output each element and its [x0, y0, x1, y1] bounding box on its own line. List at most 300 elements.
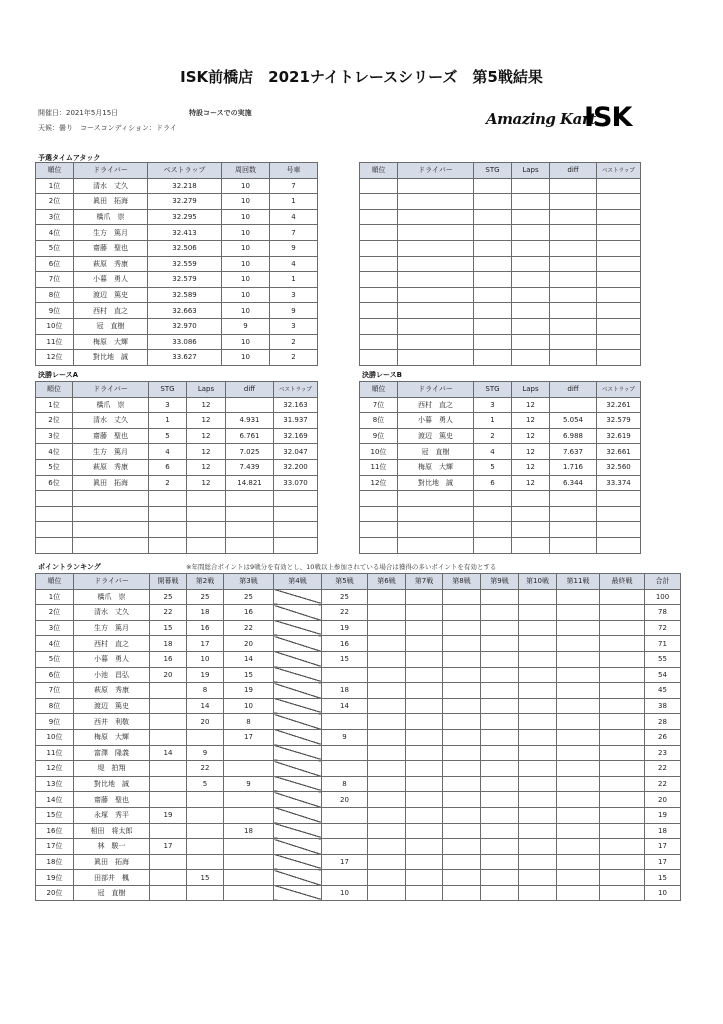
table-cell [149, 522, 187, 538]
table-cell [557, 823, 600, 839]
table-cell [150, 698, 187, 714]
table-cell: 14 [322, 698, 368, 714]
table-cell: 33.374 [597, 475, 641, 491]
table-cell: 17 [187, 636, 224, 652]
table-cell [519, 839, 557, 855]
table-cell: 25 [224, 589, 274, 605]
column-header: STG [474, 382, 512, 398]
table-cell: 32.413 [148, 225, 222, 241]
table-cell [474, 350, 512, 366]
table-cell: 10 [222, 178, 270, 194]
table-cell [36, 537, 73, 553]
table-cell [550, 350, 597, 366]
table-cell [443, 714, 481, 730]
table-cell: 9位 [36, 714, 74, 730]
table-cell [557, 589, 600, 605]
table-cell [597, 272, 641, 288]
table-row [36, 839, 681, 855]
table-cell [597, 350, 641, 366]
table-cell [550, 491, 597, 507]
table-cell [557, 651, 600, 667]
table-cell [512, 318, 550, 334]
table-header-row [360, 382, 641, 398]
table-cell: 9位 [360, 428, 398, 444]
table-cell: 18位 [36, 854, 74, 870]
table-cell: 25 [150, 589, 187, 605]
table-cell: 田部井 楓 [74, 870, 150, 886]
table-row [36, 303, 318, 319]
table-cell: 12 [512, 428, 550, 444]
table-row [36, 823, 681, 839]
table-cell [368, 823, 406, 839]
table-cell: 15 [645, 870, 681, 886]
table-cell: 20 [322, 792, 368, 808]
event-date: 開催日：2021年5月15日 [38, 109, 119, 117]
table-cell: 32.970 [148, 318, 222, 334]
table-cell: 6.761 [226, 428, 274, 444]
table-cell: 55 [645, 651, 681, 667]
column-header: ドライバー [74, 574, 150, 590]
table-cell [512, 334, 550, 350]
table-cell: 10 [222, 194, 270, 210]
table-cell: 11位 [36, 334, 74, 350]
table-cell [600, 636, 645, 652]
table-cell [406, 620, 443, 636]
table-cell: 32.295 [148, 209, 222, 225]
table-cell [360, 194, 398, 210]
table-cell [519, 589, 557, 605]
table-cell: 眞田 拓海 [74, 194, 148, 210]
table-cell [360, 491, 398, 507]
table-cell [224, 761, 274, 777]
table-cell [274, 522, 318, 538]
table-cell [443, 589, 481, 605]
table-cell [406, 870, 443, 886]
table-cell: 26 [645, 729, 681, 745]
table-cell [360, 272, 398, 288]
table-cell: 19位 [36, 870, 74, 886]
table-cell [512, 194, 550, 210]
table-cell [150, 854, 187, 870]
table-cell [550, 225, 597, 241]
table-cell [481, 807, 519, 823]
empty-row [36, 522, 318, 538]
table-cell: 22 [322, 605, 368, 621]
table-cell [360, 209, 398, 225]
table-cell [226, 537, 274, 553]
table-cell [481, 854, 519, 870]
table-cell [481, 885, 519, 901]
table-cell: 6 [474, 475, 512, 491]
empty-row [36, 537, 318, 553]
table-cell [474, 537, 512, 553]
table-cell [406, 854, 443, 870]
table-cell: 5 [474, 459, 512, 475]
table-cell [398, 256, 474, 272]
table-cell [274, 537, 318, 553]
table-cell [36, 506, 73, 522]
table-cell [557, 605, 600, 621]
table-cell [512, 272, 550, 288]
table-cell [406, 729, 443, 745]
table-cell: 32.169 [274, 428, 318, 444]
points-ranking-note: ※年間総合ポイントは9戦分を有効とし、10戦以上参加されている場合は獲得の多いポイントを有効とする [186, 563, 497, 571]
final-b-title: 決勝レースB [362, 371, 402, 379]
table-row [36, 761, 681, 777]
empty-row [360, 537, 641, 553]
table-cell [550, 209, 597, 225]
table-cell [597, 318, 641, 334]
column-header: 順位 [36, 574, 74, 590]
table-cell: 1 [270, 194, 318, 210]
table-cell: 西村 直之 [74, 636, 150, 652]
table-cell: 32.261 [597, 397, 641, 413]
table-cell [512, 522, 550, 538]
table-cell [322, 667, 368, 683]
column-header: Laps [512, 382, 550, 398]
table-cell [512, 240, 550, 256]
table-cell: 5位 [36, 459, 73, 475]
table-cell [600, 776, 645, 792]
table-cell [557, 885, 600, 901]
empty-row [360, 287, 641, 303]
special-course-note: 特設コースでの実施 [189, 109, 252, 117]
column-header: 順位 [360, 163, 398, 179]
table-cell [597, 522, 641, 538]
table-cell: 10 [222, 240, 270, 256]
table-cell: 8 [322, 776, 368, 792]
amazing-kart-isk-logo [486, 102, 632, 136]
table-cell: 11位 [36, 745, 74, 761]
table-cell [187, 885, 224, 901]
table-cell [512, 225, 550, 241]
table-cell: 永塚 秀平 [74, 807, 150, 823]
column-header: ベストラップ [274, 382, 318, 398]
table-cell [187, 792, 224, 808]
table-cell: 小池 昌弘 [74, 667, 150, 683]
table-cell: 17 [150, 839, 187, 855]
table-cell: 12 [512, 397, 550, 413]
table-cell [406, 885, 443, 901]
table-cell: 32.661 [597, 444, 641, 460]
table-cell: 20 [224, 636, 274, 652]
table-cell [474, 256, 512, 272]
empty-row [360, 522, 641, 538]
table-cell [443, 698, 481, 714]
table-cell [398, 522, 474, 538]
table-cell [443, 745, 481, 761]
table-cell: 4 [149, 444, 187, 460]
table-cell: 32.506 [148, 240, 222, 256]
table-cell [443, 636, 481, 652]
table-cell [597, 178, 641, 194]
table-cell [187, 839, 224, 855]
table-cell: 梅原 大輝 [74, 334, 148, 350]
table-cell [512, 350, 550, 366]
table-cell [73, 522, 149, 538]
table-cell: 15 [224, 667, 274, 683]
table-cell [274, 698, 322, 714]
table-cell [443, 854, 481, 870]
table-cell: 10 [322, 885, 368, 901]
table-cell [474, 287, 512, 303]
table-cell: 小暮 勇人 [74, 272, 148, 288]
column-header: STG [149, 382, 187, 398]
table-cell [36, 522, 73, 538]
table-cell: 16 [150, 651, 187, 667]
table-cell [474, 303, 512, 319]
column-header: 第6戦 [368, 574, 406, 590]
table-cell [274, 776, 322, 792]
table-cell: 7.637 [550, 444, 597, 460]
table-cell [368, 761, 406, 777]
table-cell: 14.821 [226, 475, 274, 491]
table-row [36, 605, 681, 621]
table-cell: 9 [224, 776, 274, 792]
table-cell [474, 272, 512, 288]
table-cell [600, 792, 645, 808]
table-cell: 25 [187, 589, 224, 605]
table-cell: 32.589 [148, 287, 222, 303]
table-cell [368, 698, 406, 714]
table-cell [481, 651, 519, 667]
table-cell: 20 [645, 792, 681, 808]
table-cell: 10 [222, 334, 270, 350]
logo-isk-text: ISK [584, 102, 632, 133]
table-cell [224, 854, 274, 870]
table-cell [274, 667, 322, 683]
table-cell [550, 537, 597, 553]
table-cell [481, 792, 519, 808]
table-row [36, 287, 318, 303]
table-cell: 3 [270, 287, 318, 303]
table-cell [597, 303, 641, 319]
table-cell [187, 807, 224, 823]
table-cell [398, 209, 474, 225]
column-header: 第9戦 [481, 574, 519, 590]
table-cell: 19 [150, 807, 187, 823]
table-cell [443, 620, 481, 636]
table-cell [597, 256, 641, 272]
table-cell [519, 745, 557, 761]
table-cell: 2 [270, 350, 318, 366]
empty-row [360, 225, 641, 241]
table-cell [406, 605, 443, 621]
table-cell: 冠 直樹 [398, 444, 474, 460]
table-cell [519, 885, 557, 901]
table-cell [360, 318, 398, 334]
table-cell [519, 854, 557, 870]
table-cell [519, 651, 557, 667]
table-cell [398, 272, 474, 288]
table-row [36, 318, 318, 334]
table-cell [368, 839, 406, 855]
table-cell: 2 [474, 428, 512, 444]
table-cell [519, 683, 557, 699]
table-cell: 橋爪 崇 [73, 397, 149, 413]
table-cell [481, 636, 519, 652]
column-header: 順位 [36, 163, 74, 179]
qualifying-title: 予選タイムアタック [38, 154, 101, 162]
column-header: 第3戦 [224, 574, 274, 590]
table-cell: 橋爪 崇 [74, 209, 148, 225]
table-cell: 18 [322, 683, 368, 699]
table-cell: 4位 [36, 444, 73, 460]
table-cell [443, 729, 481, 745]
column-header: ベストラップ [597, 382, 641, 398]
table-cell: 橋爪 崇 [74, 589, 150, 605]
table-cell [150, 776, 187, 792]
table-cell [368, 885, 406, 901]
table-row [36, 776, 681, 792]
table-cell [600, 651, 645, 667]
table-cell: 32.047 [274, 444, 318, 460]
table-cell [600, 683, 645, 699]
table-cell: 對比地 誠 [74, 350, 148, 366]
table-cell [597, 506, 641, 522]
table-cell: 12 [187, 444, 226, 460]
table-cell [512, 303, 550, 319]
table-cell [550, 178, 597, 194]
table-cell: 西井 利敬 [74, 714, 150, 730]
column-header: 開幕戦 [150, 574, 187, 590]
table-cell [557, 807, 600, 823]
table-cell: 72 [645, 620, 681, 636]
table-cell [443, 839, 481, 855]
table-cell: 1 [149, 413, 187, 429]
table-row [36, 428, 318, 444]
table-cell: 梅原 大輝 [398, 459, 474, 475]
table-header-row [360, 163, 641, 179]
table-cell [557, 683, 600, 699]
table-cell [398, 194, 474, 210]
table-cell [368, 636, 406, 652]
table-cell: 28 [645, 714, 681, 730]
table-cell [481, 698, 519, 714]
column-header: diff [226, 382, 274, 398]
table-cell: 18 [224, 823, 274, 839]
table-cell [557, 839, 600, 855]
table-cell [149, 537, 187, 553]
table-row [36, 397, 318, 413]
table-cell [519, 714, 557, 730]
table-cell [406, 636, 443, 652]
page-title: ISK前橋店 2021ナイトレースシリーズ 第5戦結果 [180, 68, 543, 86]
table-cell [557, 729, 600, 745]
table-cell [597, 225, 641, 241]
table-cell: 10 [222, 287, 270, 303]
table-cell [557, 854, 600, 870]
table-cell [557, 620, 600, 636]
table-cell: 20 [187, 714, 224, 730]
table-cell: 6位 [36, 667, 74, 683]
column-header: 順位 [36, 382, 73, 398]
table-cell: 林 駿一 [74, 839, 150, 855]
table-cell: 7位 [36, 683, 74, 699]
table-cell [512, 256, 550, 272]
table-cell [322, 714, 368, 730]
table-cell: 32.663 [148, 303, 222, 319]
table-cell [360, 334, 398, 350]
table-cell: 22 [224, 620, 274, 636]
table-cell [443, 792, 481, 808]
table-cell: 生方 篤月 [74, 620, 150, 636]
table-cell: 17 [645, 854, 681, 870]
table-row [36, 870, 681, 886]
table-row [36, 792, 681, 808]
table-row [36, 475, 318, 491]
table-cell: 小暮 勇人 [398, 413, 474, 429]
table-cell: 32.560 [597, 459, 641, 475]
table-cell: 6位 [36, 256, 74, 272]
table-cell [406, 745, 443, 761]
table-cell: 3 [149, 397, 187, 413]
table-cell: 20位 [36, 885, 74, 901]
table-cell [512, 209, 550, 225]
table-cell: 3 [270, 318, 318, 334]
table-cell [443, 667, 481, 683]
table-cell [600, 667, 645, 683]
table-cell: 12 [512, 475, 550, 491]
table-cell: 17 [224, 729, 274, 745]
table-cell: 8位 [360, 413, 398, 429]
table-cell [274, 807, 322, 823]
table-cell: 6.344 [550, 475, 597, 491]
table-cell: 22 [645, 776, 681, 792]
table-cell [443, 651, 481, 667]
table-row [36, 256, 318, 272]
table-cell [226, 397, 274, 413]
table-cell [600, 807, 645, 823]
column-header: ベストラップ [148, 163, 222, 179]
table-row [360, 413, 641, 429]
table-cell [481, 667, 519, 683]
empty-row [36, 506, 318, 522]
table-cell [150, 761, 187, 777]
table-cell [368, 807, 406, 823]
table-cell: 4 [474, 444, 512, 460]
table-cell: 清水 丈久 [74, 178, 148, 194]
table-cell [443, 605, 481, 621]
table-cell [150, 870, 187, 886]
table-cell: 15 [187, 870, 224, 886]
table-cell [550, 194, 597, 210]
table-cell: 齋藤 聖也 [74, 792, 150, 808]
table-cell: 相田 将太郎 [74, 823, 150, 839]
table-cell [274, 839, 322, 855]
table-cell: 1位 [36, 178, 74, 194]
table-cell: 31.937 [274, 413, 318, 429]
table-cell [187, 729, 224, 745]
table-cell [474, 194, 512, 210]
table-cell: 8位 [36, 698, 74, 714]
table-cell [274, 636, 322, 652]
empty-row [360, 272, 641, 288]
table-cell [512, 287, 550, 303]
table-cell: 12位 [36, 350, 74, 366]
table-row [36, 459, 318, 475]
table-cell [481, 823, 519, 839]
table-cell: 16 [187, 620, 224, 636]
table-row [36, 194, 318, 210]
table-cell [481, 683, 519, 699]
table-cell [368, 870, 406, 886]
final-a-table [35, 381, 318, 554]
table-cell: 12 [187, 475, 226, 491]
empty-row [360, 506, 641, 522]
table-cell [274, 792, 322, 808]
table-cell: 3位 [36, 620, 74, 636]
